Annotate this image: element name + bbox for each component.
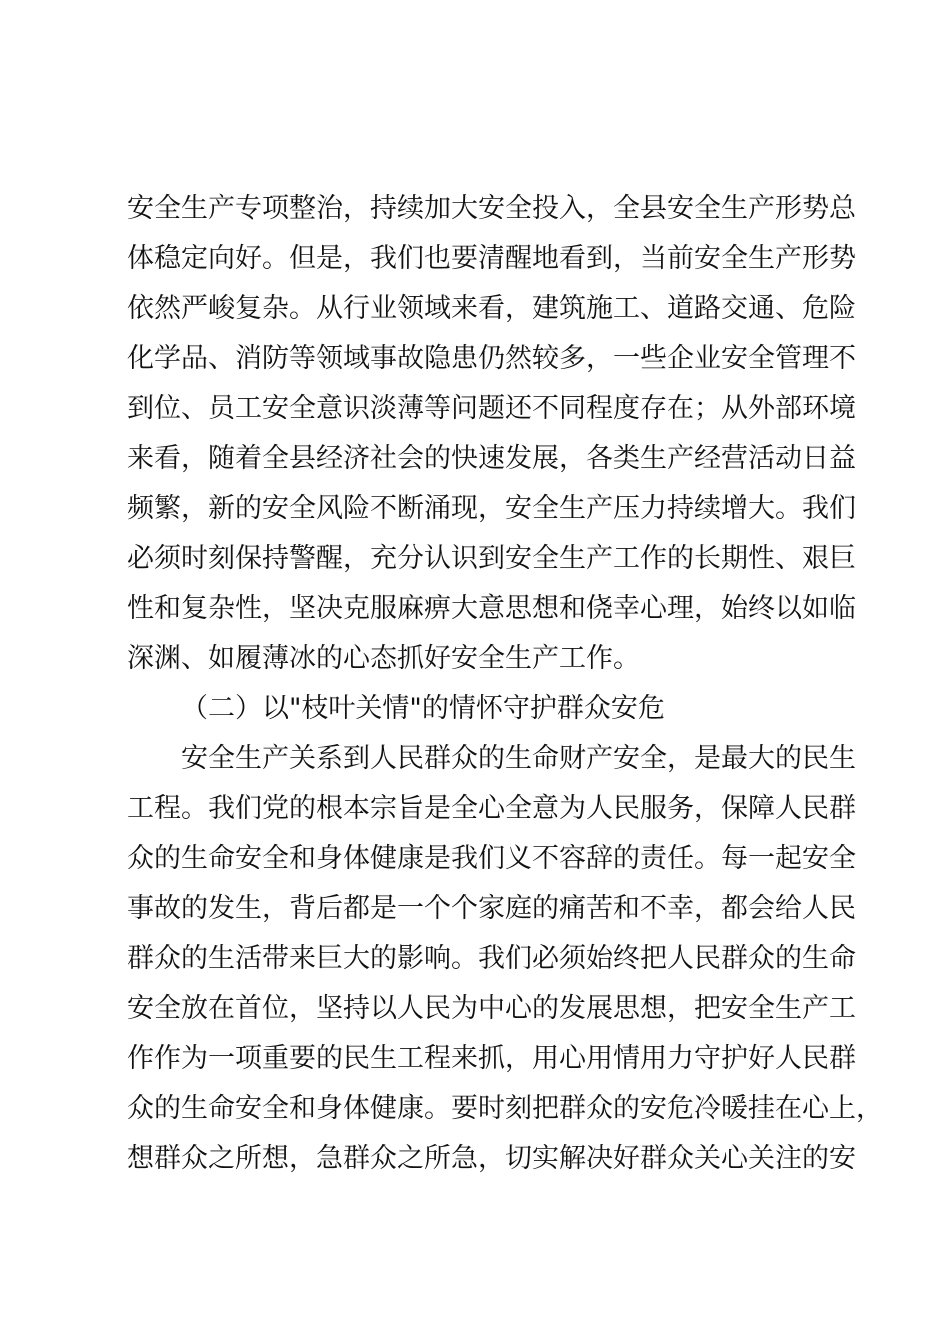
text-line: 化学品、消防等领域事故隐患仍然较多，一些企业安全管理不	[127, 343, 856, 374]
text-line: 想群众之所想，急群众之所急，切实解决好群众关心关注的安	[127, 1143, 856, 1174]
text-line: 到位、员工安全意识淡薄等问题还不同程度存在；从外部环境	[127, 393, 856, 424]
text-line: 众的生命安全和身体健康。要时刻把群众的安危冷暖挂在心上，	[127, 1093, 883, 1124]
text-line: 安全生产专项整治，持续加大安全投入，全县安全生产形势总	[127, 193, 856, 224]
text-line: 深渊、如履薄冰的心态抓好安全生产工作。	[127, 643, 640, 674]
text-line: 工程。我们党的根本宗旨是全心全意为人民服务，保障人民群	[127, 793, 856, 824]
text-line: 安全生产关系到人民群众的生命财产安全，是最大的民生	[181, 743, 856, 774]
text-line: 依然严峻复杂。从行业领域来看，建筑施工、道路交通、危险	[127, 293, 856, 324]
paragraph-2	[127, 734, 883, 1184]
text-line: 来看，随着全县经济社会的快速发展，各类生产经营活动日益	[127, 443, 856, 474]
text-line: 性和复杂性，坚决克服麻痹大意思想和侥幸心理，始终以如临	[127, 593, 856, 624]
text-line: 频繁，新的安全风险不断涌现，安全生产压力持续增大。我们	[127, 493, 856, 524]
text-line: 体稳定向好。但是，我们也要清醒地看到，当前安全生产形势	[127, 243, 856, 274]
text-line: 必须时刻保持警醒，充分认识到安全生产工作的长期性、艰巨	[127, 543, 856, 574]
section-heading: （二）以"枝叶关情"的情怀守护群众安危	[181, 693, 665, 724]
text-line: 事故的发生，背后都是一个个家庭的痛苦和不幸，都会给人民	[127, 893, 856, 924]
text-line: 作作为一项重要的民生工程来抓，用心用情用力守护好人民群	[127, 1043, 856, 1074]
document-body	[127, 184, 883, 1184]
text-line: 众的生命安全和身体健康是我们义不容辞的责任。每一起安全	[127, 843, 856, 874]
text-line: 群众的生活带来巨大的影响。我们必须始终把人民群众的生命	[127, 943, 856, 974]
text-line: 安全放在首位，坚持以人民为中心的发展思想，把安全生产工	[127, 993, 856, 1024]
paragraph-1	[127, 184, 856, 684]
